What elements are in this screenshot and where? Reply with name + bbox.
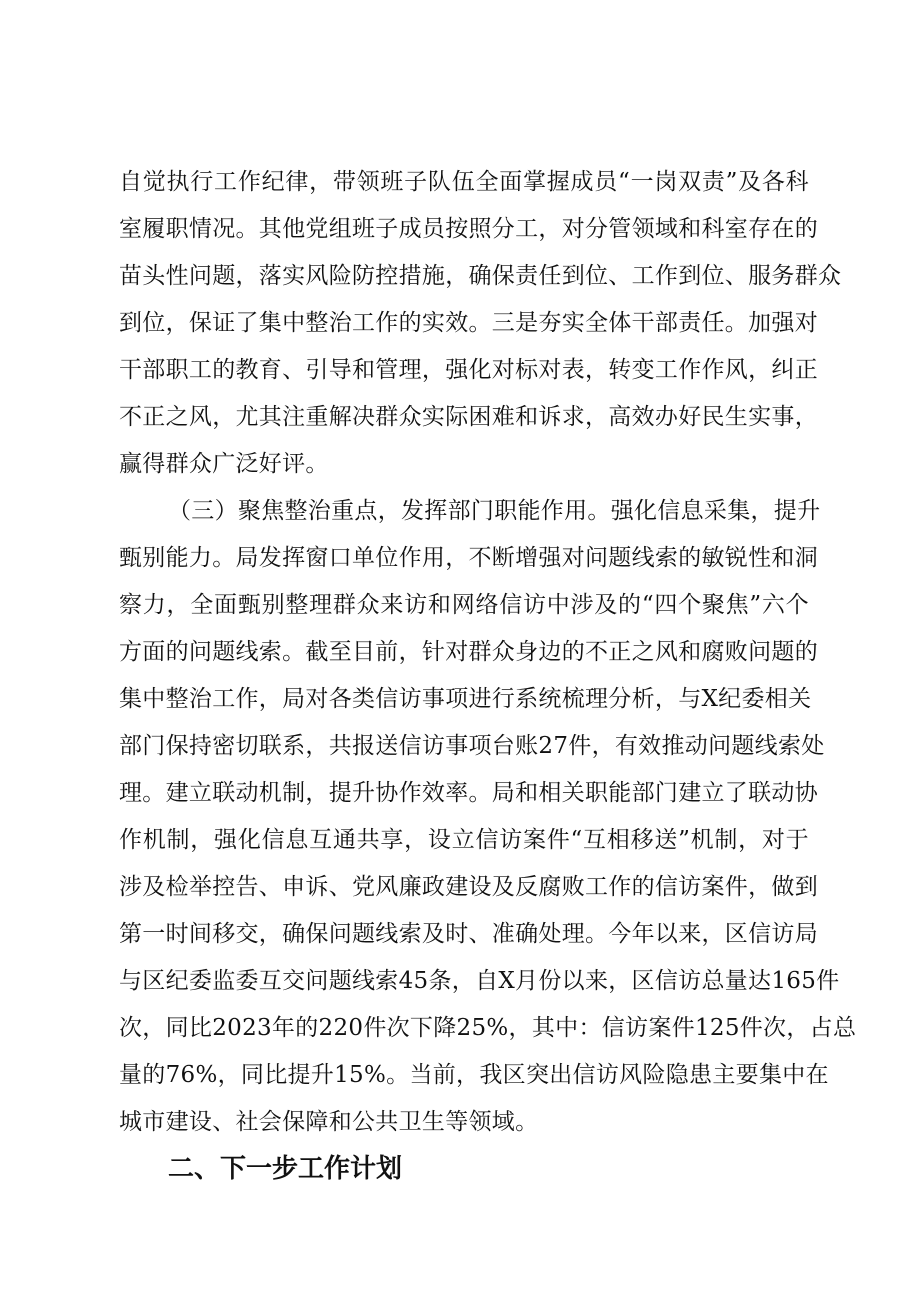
paragraph-line: 城市建设、社会保障和公共卫生等领域。: [119, 1109, 539, 1135]
paragraph-line: 作机制，强化信息互通共享，设立信访案件“互相移送”机制，对于: [119, 827, 809, 853]
paragraph-line: 涉及检举控告、申诉、党风廉政建设及反腐败工作的信访案件，做到: [119, 874, 818, 900]
paragraph-line: 察力，全面甄别整理群众来访和网络信访中涉及的“四个聚焦”六个: [119, 592, 809, 618]
paragraph-line: 与区纪委监委互交问题线索45条，自X月份以来，区信访总量达165件: [119, 968, 840, 994]
paragraph-line: 到位，保证了集中整治工作的实效。三是夯实全体干部责任。加强对: [119, 310, 818, 336]
paragraph-line: 室履职情况。其他党组班子成员按照分工，对分管领域和科室存在的: [119, 216, 818, 242]
paragraph-line: 自觉执行工作纪律，带领班子队伍全面掌握成员“一岗双责”及各科: [119, 169, 809, 195]
paragraph-line: 甄别能力。局发挥窗口单位作用，不断增强对问题线索的敏锐性和洞: [119, 545, 818, 571]
paragraph-line: 次，同比2023年的220件次下降25%，其中：信访案件125件次，占总: [119, 1015, 857, 1041]
paragraph-line: 集中整治工作，局对各类信访事项进行系统梳理分析，与X纪委相关: [119, 686, 812, 712]
paragraph-line: 方面的问题线索。截至目前，针对群众身边的不正之风和腐败问题的: [119, 639, 818, 665]
paragraph-line: 赢得群众广泛好评。: [119, 451, 329, 477]
paragraph-line: 不正之风，尤其注重解决群众实际困难和诉求，高效办好民生实事，: [119, 404, 818, 430]
paragraph-line: （三）聚焦整治重点，发挥部门职能作用。强化信息采集，提升: [168, 498, 821, 524]
section-heading: 二、下一步工作计划: [168, 1154, 403, 1184]
paragraph-line: 部门保持密切联系，共报送信访事项台账27件，有效推动问题线索处: [119, 733, 825, 759]
paragraph-line: 第一时间移交，确保问题线索及时、准确处理。今年以来，区信访局: [119, 921, 818, 947]
paragraph-line: 苗头性问题，落实风险防控措施，确保责任到位、工作到位、服务群众: [119, 263, 842, 289]
paragraph-line: 理。建立联动机制，提升协作效率。局和相关职能部门建立了联动协: [119, 780, 818, 806]
paragraph-line: 量的76%，同比提升15%。当前，我区突出信访风险隐患主要集中在: [119, 1062, 829, 1088]
paragraph-line: 干部职工的教育、引导和管理，强化对标对表，转变工作作风，纠正: [119, 357, 818, 383]
